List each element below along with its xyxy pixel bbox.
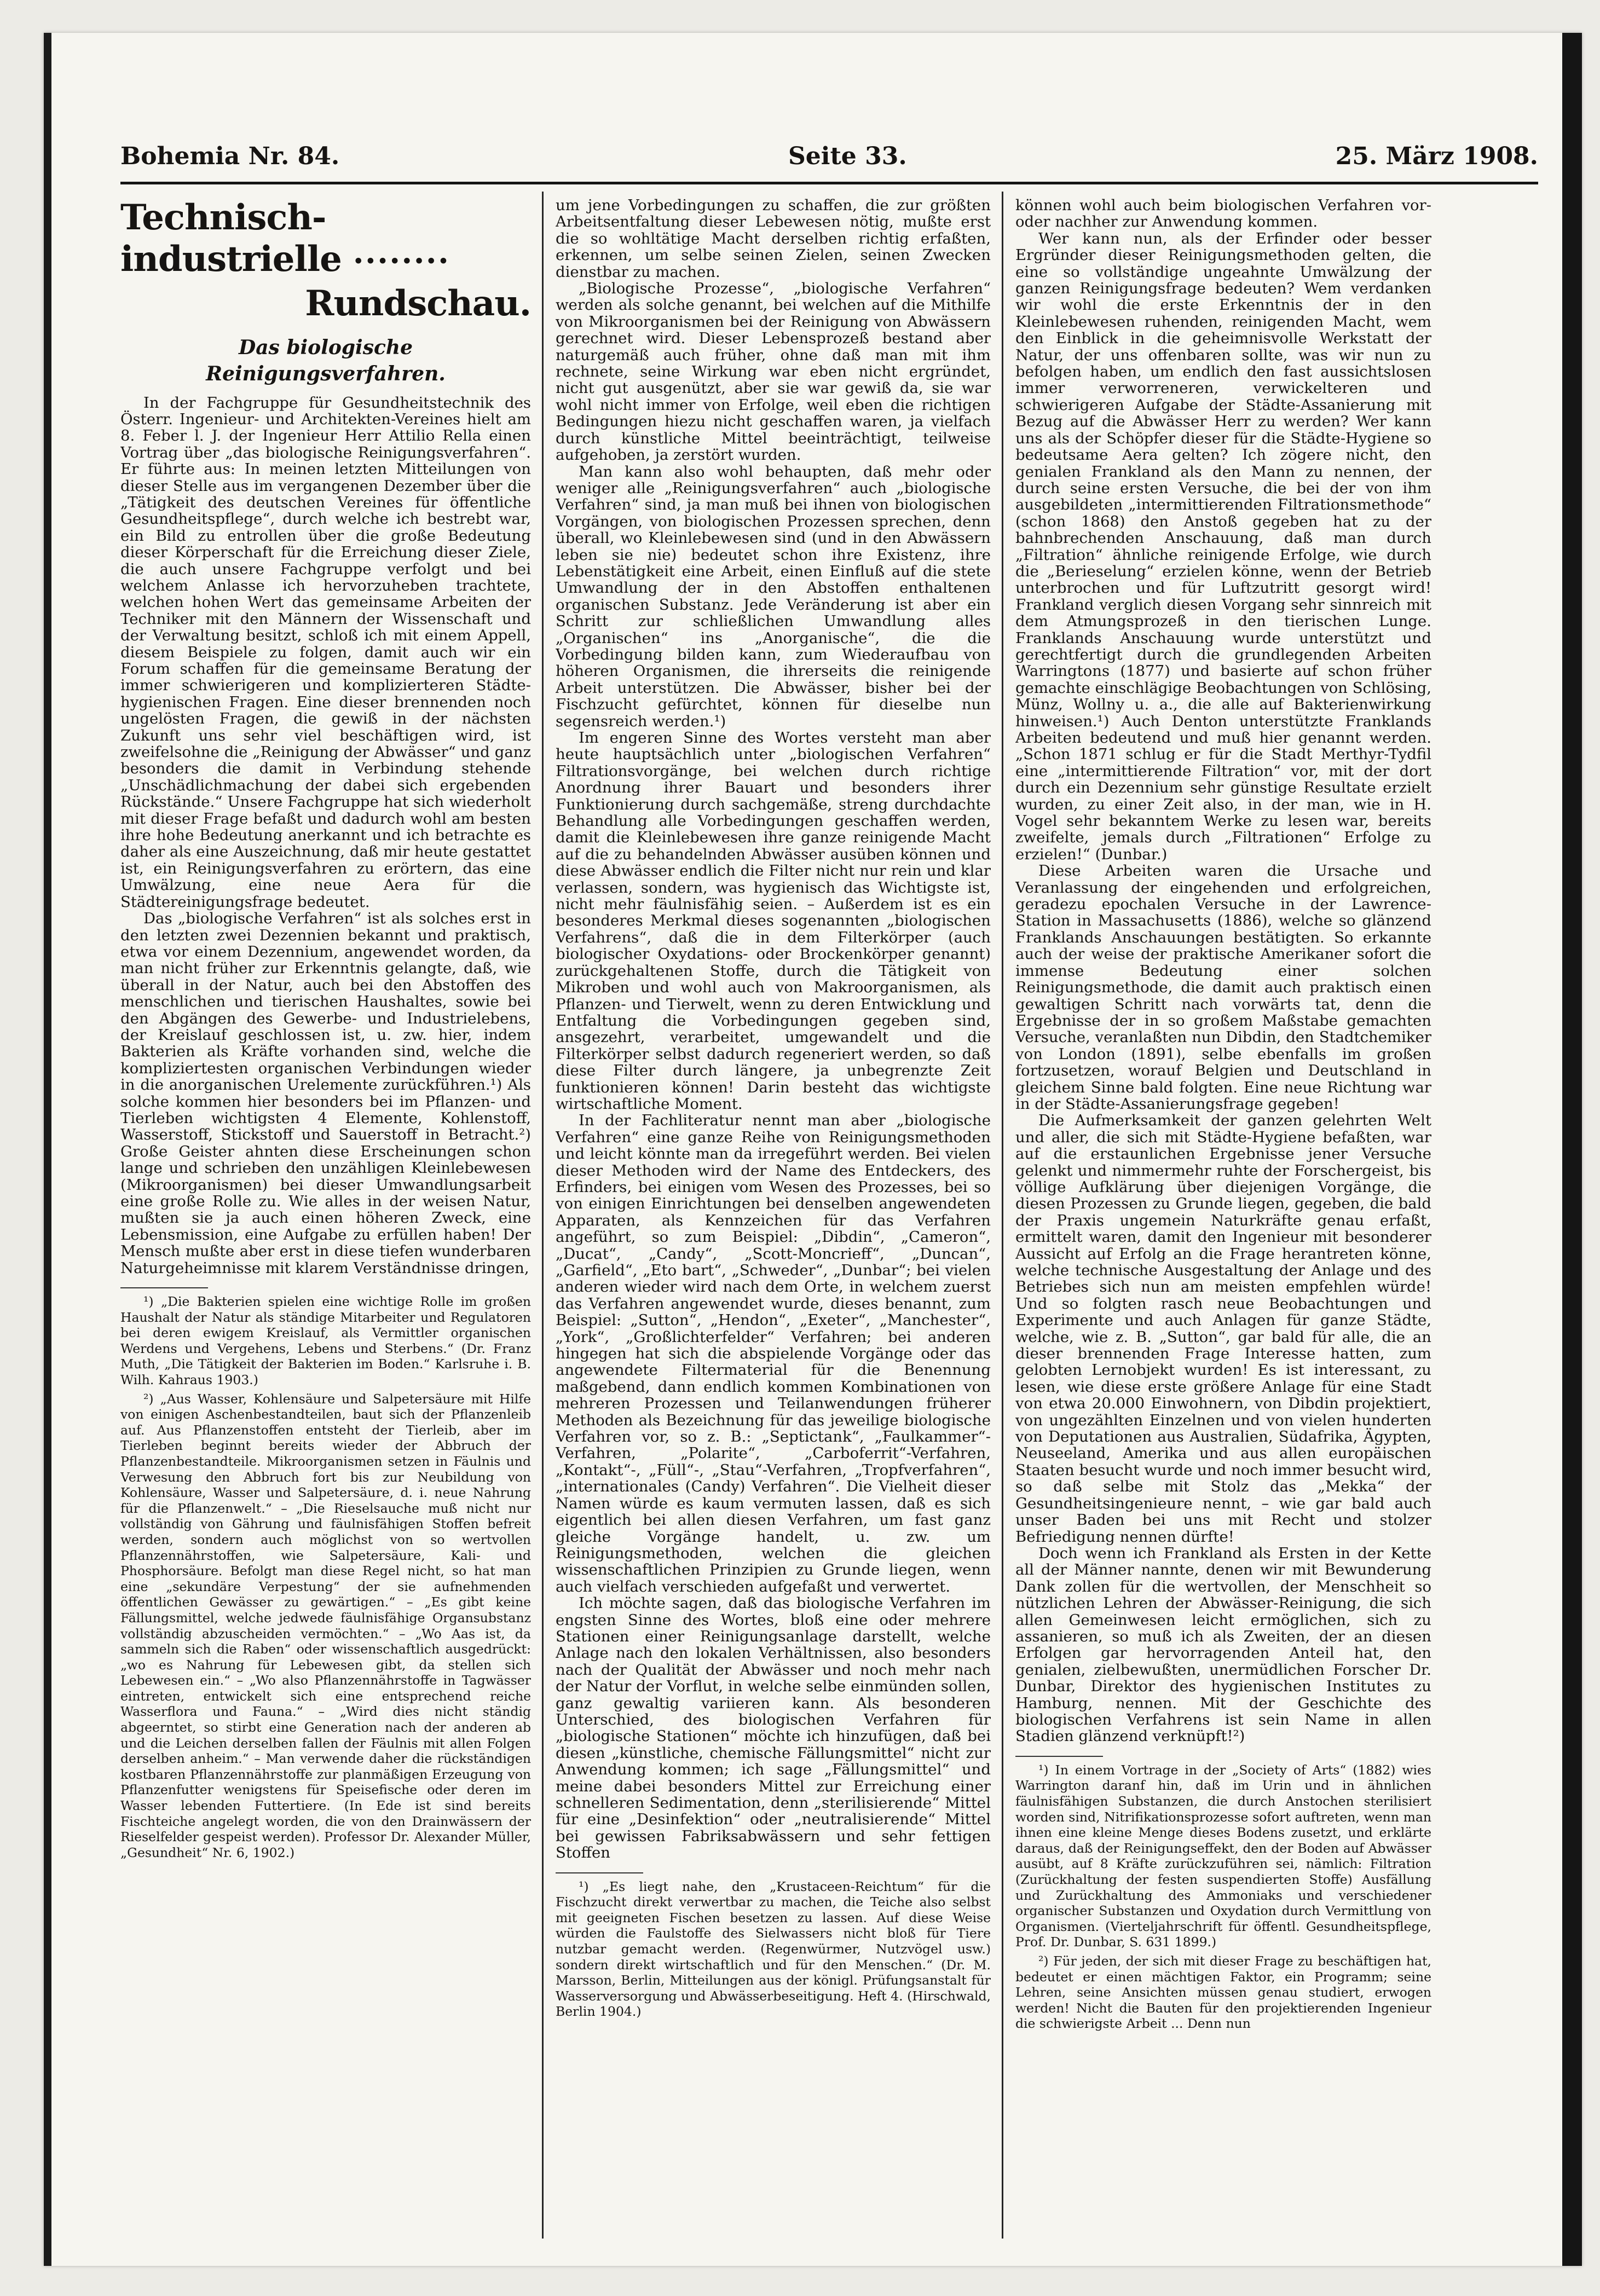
footnote: ¹) „Die Bakterien spielen eine wichtige Rolle im großen Haushalt der Natur als ständige Mitarbeiter und Regulatoren bei deren ewigem Kreislauf, als Vermittler organischen Werdens und Vergehens, Lebens und Sterbens.“ (Dr. Franz Muth, „Die Tätigkeit der Bakterien im Boden.“ Karlsruhe i. B. Wilh. Kahraus 1903.) xyxy=(120,1294,531,1387)
footnote: ²) „Aus Wasser, Kohlensäure und Salpetersäure mit Hilfe von einigen Aschenbestandteilen, baut sich der Pflanzenleib auf. Aus Pflanzenstoffen entsteht der Tierleib, aber im Tierleben beginnt bereits wieder der Abbruch der Pflanzenbestandteile. Mikroorganismen setzen in Fäulnis und Verwesung den Abbruch fort bis zur Neubildung von Kohlensäure, Wasser und Salpetersäure, d. i. neue Nahrung für die Pflanzenwelt.“ – „Die Rieselsauche muß nicht nur vollständig von Gährung und fäulnisfähigen Stoffen befreit werden, sondern auch möglichst von so wertvollen Pflanzennährstoffen, wie Salpetersäure, Kali- und Phosphorsäure. Befolgt man diese Regel nicht, so hat man eine „sekundäre Verpestung“ der sie aufnehmenden öffentlichen Gewässer zu gewärtigen.“ – „Es gibt keine Fällungsmittel, welche jedwede fäulnisfähige Organsubstanz vollständig abzuscheiden vermöchten.“ – „Wo Aas ist, da sammeln sich die Raben“ oder wissenschaftlich ausgedrückt: „wo es Nahrung für Lebewesen gibt, da stellen sich Lebewesen ein.“ – „Wo also Pflanzennährstoffe in Tagwässer eintreten, entwickelt sich eine entsprechend reiche Wasserflora und Fauna.“ – „Wird dies nicht ständig abgeerntet, so stirbt eine Generation nach der anderen ab und die Leichen derselben fallen der Fäulnis mit allen Folgen derselben anheim.“ – Man verwende daher die rückständigen kostbaren Pflanzennährstoffe zur planmäßigen Erzeugung von Pflanzenfutter wenigstens für Speisefische oder deren im Wasser lebenden Futtertiere. (In Ede ist sind bereits Fischteiche angelegt worden, die von den Drainwässern der Rieselfelder gespeist werden). Professor Dr. Alexander Müller, „Gesundheit“ Nr. 6, 1902.) xyxy=(120,1391,531,1860)
footnote: ¹) „Es liegt nahe, den „Krustaceen-Reichtum“ für die Fischzucht direkt verwertbar zu machen, die Teiche also selbst mit geeigneten Fischen besetzen zu lassen. Auf diese Weise würden die Faulstoffe des Sielwassers nicht bloß für Tiere nutzbar gemacht werden. (Regenwürmer, Nutzvögel usw.) sondern direkt wirtschaftlich und für den Menschen.“ (Dr. M. Marsson, Berlin, Mitteilungen aus der königl. Prüfungsanstalt für Wasserversorgung und Abwässerbeseitigung. Heft 4. (Hirschwald, Berlin 1904.) xyxy=(556,1878,991,2020)
footnote-rule xyxy=(556,1872,643,1873)
paragraph: Man kann also wohl behaupten, daß mehr oder weniger alle „Reinigungsverfahren“ auch „biologische Verfahren“ sind, ja man muß bei ihnen von biologischen Vorgängen, von biologischen Prozessen sprechen, denn überall, wo Kleinlebewesen sind (und in den Abwässern leben sie nie) bedeutet schon ihre Existenz, ihre Lebenstätigkeit eine Arbeit, einen Einfluß auf die stete Umwandlung der in den Abstoffen enthaltenen organischen Substanz. Jede Veränderung ist aber ein Schritt zur schließlichen Umwandlung alles „Organischen“ ins „Anorganische“, die die Vorbedingung bilden kann, zum Wiederaufbau von höheren Organismen, die ihrerseits die reinigende Arbeit unterstützen. Die Abwässer, bisher bei der Fischzucht gefürchtet, können für dieselbe nun segensreich werden.¹) xyxy=(556,462,991,730)
paragraph: Doch wenn ich Frankland als Ersten in der Kette all der Männer nannte, denen wir mit Bewunderung Dank zollen für die wertvollen, der Menschheit so nützlichen Lehren der Abwässer-Reinigung, die sich allen Gemeinwesen leicht ermöglichen, sich zu assanieren, so muß ich als Zweiten, der an diesen Erfolgen gar hervorragenden Anteil hat, den genialen, zielbewußten, unermüdlichen Forscher Dr. Dunbar, Direktor des hygienischen Institutes zu Hamburg, nennen. Mit der Geschichte des biologischen Verfahrens ist sein Name in allen Stadien glänzend verknüpft!²) xyxy=(1015,1544,1431,1745)
rubric-line-1: Technisch-industrielle xyxy=(120,197,342,280)
scan-right-edge xyxy=(1562,33,1582,2266)
footnote-rule xyxy=(120,1287,208,1288)
rubric-line-2: Rundschau. xyxy=(305,282,531,324)
paragraph: Die Aufmerksamkeit der ganzen gelehrten Welt und aller, die sich mit Städte-Hygiene befaßten, war auf die erstaunlichen Ergebnisse jener Versuche gelenkt und nimmermehr ruhte der Forschergeist, bis völlige Aufklärung über diejenigen Vorgänge, die diesen Prozessen zu Grunde liegen, gegeben, die bald der Praxis ungemein Naturkräfte genau erfaßt, ermittelt waren, damit den Ingenieur mit besonderer Aussicht auf Erfolg an die Frage herantreten könne, welche technische Ausgestaltung der Anlage und des Betriebes sich nun am meisten empfehlen würde! Und so folgten rasch neue Beobachtungen und Experimente und auch Anlagen für ganze Städte, welche, wie z. B. „Sutton“, gar bald für alle, die an dieser brennenden Frage Interesse hatten, zum gelobten Lernobjekt wurden! Es ist interessant, zu lesen, wie diese erste größere Anlage für eine Stadt von etwa 20.000 Einwohnern, von Dibdin projektiert, von ungezählten Einzelnen und von vielen hunderten von Deputationen aus Australien, Südafrika, Ägypten, Neuseeland, Amerika und aus allen europäischen Staaten besucht wurde und noch immer besucht wird, so daß selbe mit Stolz das „Mekka“ der Gesundheitsingenieure nennt, – wie gar bald auch unser Baden bei uns mit Recht und stolzer Befriedigung nennen dürfte! xyxy=(1015,1112,1431,1546)
header-issue: Bohemia Nr. 84. xyxy=(120,142,340,170)
column-divider-1 xyxy=(542,192,544,2239)
paragraph: um jene Vorbedingungen zu schaffen, die zur größten Arbeitsentfaltung dieser Lebewesen nötig, mußte erst die so wohltätige Macht derselben richtig erfaßten, erkennen, um selbe seinen Zielen, seinen Zwecken dienstbar zu machen. xyxy=(556,197,991,281)
footnote: ¹) In einem Vortrage in der „Society of Arts“ (1882) wies Warrington daranf hin, daß im Urin und in ähnlichen fäulnisfähigen Substanzen, die durch Anstochen sterilisiert worden sind, Nitrifikationsprozesse sofort auftreten, wenn man ihnen eine kleine Menge dieses Bodens zusetzt, und erklärte daraus, daß der Reinigungseffekt, den der Boden auf Abwässer ausübt, auf 8 Kräfte zurückzuführen sei, nämlich: Filtration (Zurückhaltung der festen suspendierten Stoffe) Ausfällung und Zurückhaltung des Ammoniaks und verschiedener organischer Substanzen und Oxydation durch Vermittlung von Organismen. (Vierteljahrschrift für öffentl. Gesundheitspflege, Prof. Dr. Dunbar, S. 631 1899.) xyxy=(1015,1762,1431,1950)
footnote-rule xyxy=(1015,1756,1103,1757)
footnote: ²) Für jeden, der sich mit dieser Frage zu beschäftigen hat, bedeutet er einen mächtigen Faktor, ein Programm; seine Lehren, seine Ansichten müssen genau studiert, erwogen werden! Nicht die Bauten für den projektierenden Ingenieur die schwierigste Arbeit ... Denn nun xyxy=(1015,1953,1431,2032)
paragraph: Im engeren Sinne des Wortes versteht man aber heute hauptsächlich unter „biologischen Verfahren“ Filtrationsvorgänge, bei welchen durch richtige Anordnung ihrer Bauart und besonders ihrer Funktionierung durch sachgemäße, streng durchdachte Behandlung alle Vorbedingungen geschaffen werden, damit die Kleinlebewesen ihre ganze reinigende Macht auf die zu behandelnden Abwässer ausüben können und diese Abwässer endlich die Filter nicht nur rein und klar verlassen, sondern, was hygienisch das Wichtigste ist, nicht mehr fäulnisfähig seien. – Außerdem ist es ein besonderes Merkmal dieses sogenannten „biologischen Verfahrens“, daß die in dem Filterkörper (auch biologischer Oxydations- oder Brockenkörper genannt) zurückgehaltenen Stoffe, durch die Tätigkeit von Mikroben und wohl auch von Makroorganismen, als Pflanzen- und Tierwelt, wenn zu deren Entwicklung und Entfaltung die Vorbedingungen gegeben sind, ansgezehrt, verarbeitet, umgewandelt und die Filterkörper selbst dadurch regeneriert werden, so daß diese Filter durch längere, ja unbegrenzte Zeit funktionieren können! Darin besteht das wichtigste wirtschaftliche Moment. xyxy=(556,729,991,1113)
page-header xyxy=(120,142,1538,186)
paragraph: Das „biologische Verfahren“ ist als solches erst in den letzten zwei Dezennien bekannt und praktisch, etwa vor einem Dezennium, angewendet worden, da man nicht früher zur Erkenntnis gelangte, daß, wie überall in der Natur, auch bei den Abstoffen des menschlichen und tierischen Haushaltes, sowie bei den Abgängen des Gewerbe- und Industrielebens, der Kreislauf geschlossen ist, u. zw. hier, indem Bakterien als Kräfte vorhanden sind, welche die kompliziertesten organischen Verbindungen wieder in die anorganischen Urelemente zurückführen.¹) Als solche kommen hier besonders bei im Pflanzen- und Tierleben wichtigsten 4 Elemente, Kohlenstoff, Wasserstoff, Stickstoff und Sauerstoff in Betracht.²) Große Geister ahnten diese Erscheinungen schon lange und schrieben den unzähligen Kleinlebewesen (Mikroorganismen) bei dieser Umwandlungsarbeit eine große Rolle zu. Wie alles in der weisen Natur, mußten sie ja auch einen höheren Zweck, eine Lebensmission, eine Aufgabe zu erfüllen haben! Der Mensch mußte aber erst in diese tiefen wunderbaren Naturgeheimnisse mit klarem Verständnisse dringen, xyxy=(120,910,531,1277)
newspaper-page xyxy=(44,33,1582,2266)
header-date: 25. März 1908. xyxy=(1335,142,1538,170)
header-page-number: Seite 33. xyxy=(788,142,907,170)
header-rule xyxy=(120,182,1538,184)
article-title: Das biologische Reinigungsverfahren. xyxy=(206,336,446,385)
paragraph: In der Fachliteratur nennt man aber „biologische Verfahren“ eine ganze Reihe von Reinigungsmethoden und leicht könnte man da irregeführt werden. Bei vielen dieser Methoden wird der Name des Entdeckers, des Erfinders, bei einigen vom Wesen des Prozesses, bei so von einigen Einrichtungen bei denselben angewendeten Apparaten, als Kennzeichen für das Verfahren angeführt, so zum Beispiel: „Dibdin“, „Cameron“, „Ducat“, „Candy“, „Scott-Moncrieff“, „Duncan“, „Garfield“, „Eto bart“, „Schweder“, „Dunbar“; bei vielen anderen wieder wird nach dem Orte, in welchem zuerst das Verfahren angewendet wurde, dieses benannt, zum Beispiel: „Sutton“, „Hendon“, „Exeter“, „Manchester“, „York“, „Großlichterfelder“ Verfahren; bei anderen hingegen hat sich die abspielende Vorgänge oder das angewendete Filtermaterial für die Benennung maßgebend, dann endlich kommen Kombinationen von mehreren Prozessen und Teilanwendungen früherer Methoden als Bezeichnung für das jeweilige biologische Verfahren vor, so z. B.: „Septictank“, „Faulkammer“-Verfahren, „Polarite“, „Carboferrit“-Verfahren, „Kontakt“-, „Füll“-, „Stau“-Verfahren, „Tropfverfahren“, „internationales (Candy) Verfahren“. Die Vielheit dieser Namen würde es kaum vermuten lassen, daß es sich eigentlich bei allen diesen Verfahren, um fast ganz gleiche Vorgänge handelt, u. zw. um Reinigungsmethoden, welchen die gleichen wissenschaftlichen Prinzipien zu Grunde liegen, wenn auch vielfach verschieden aufgefaßt und verwertet. xyxy=(556,1112,991,1595)
paragraph: Diese Arbeiten waren die Ursache und Veranlassung der eingehenden und erfolgreichen, geradezu epochalen Versuche in der Lawrence-Station in Massachusetts (1886), welche so glänzend Franklands Anschauungen bestätigten. So erkannte auch der weise der praktische Amerikaner sofort die immense Bedeutung einer solchen Reinigungsmethode, die damit auch praktisch einen gewaltigen Schritt nach vorwärts tat, denn die Ergebnisse der in so großem Maßstabe gemachten Versuche, veranlaßten nun Dibdin, den Stadtchemiker von London (1891), selbe ebenfalls im großen fortzusetzen, worauf Belgien und Deutschland in gleichem Sinne bald folgten. Eine neue Richtung war in der Städte-Assanierungsfrage gegeben! xyxy=(1015,862,1431,1113)
scan-left-edge xyxy=(44,33,51,2266)
column-3 xyxy=(1015,197,1431,2241)
column-1 xyxy=(120,197,531,2241)
paragraph: Ich möchte sagen, daß das biologische Verfahren im engsten Sinne des Wortes, bloß eine oder mehrere Stationen einer Reinigungsanlage darstellt, welche Anlage nach den lokalen Verhältnissen, also besonders nach der Qualität der Abwässer und noch mehr nach der Natur der Vorflut, in welche selbe einmünden sollen, ganz gewaltig variieren kann. Als besonderen Unterschied, des biologischen Verfahren für „biologische Stationen“ möchte ich hinzufügen, daß bei diesen „künstliche, chemische Fällungsmittel“ nicht zur Anwendung kommen; ich sage „Fällungsmittel“ und meine dabei besonders Mittel zur Erreichung einer schnelleren Sedimentation, denn „sterilisierende“ Mittel für eine „Desinfektion“ oder „neutralisierende“ Mittel bei gewissen Fabriksabwässern und sehr fettigen Stoffen xyxy=(556,1594,991,1862)
column-divider-2 xyxy=(1002,192,1003,2239)
paragraph: können wohl auch beim biologischen Verfahren vor- oder nachher zur Anwendung kommen. xyxy=(1015,197,1431,231)
column-2 xyxy=(556,197,991,2241)
section-rubric xyxy=(120,197,531,325)
rubric-ornament: •••••••• xyxy=(353,252,450,271)
paragraph: Wer kann nun, als der Erfinder oder besser Ergründer dieser Reinigungsmethoden gelten, die eine so vollständige ungeahnte Umwälzung der ganzen Reinigungsfrage bedeuten? Wem verdanken wir wohl die erste Erkenntnis der in den Kleinlebewesen ruhenden, reinigenden Macht, wem den Einblick in die geheimnisvolle Werkstatt der Natur, der uns offenbaren sollte, was wir nun zu befolgen haben, um endlich den fast aussichtslosen immer verworreneren, verwickelteren und schwierigeren Aufgabe der Städte-Assanierung mit Bezug auf die Abwässer Herr zu werden? Wer kann uns als der Schöpfer dieser für die Städte-Hygiene so bedeutsame Aera gelten? Ich zögere nicht, den genialen Frankland als den Mann zu nennen, der durch seine ersten Versuche, die bei der von ihm ausgebildeten „intermittierenden Filtrationsmethode“ (schon 1868) den Anstoß gegeben hat zu der bahnbrechenden Anschauung, daß man durch „Filtration“ ähnliche reinigende Erfolge, wie durch die „Berieselung“ erzielen könne, wenn der Betrieb unterbrochen und für Luftzutritt gesorgt wird! Frankland verglich diesen Vorgang sehr sinnreich mit dem Atmungsprozeß in den tierischen Lunge. Franklands Anschauung wurde unterstützt und gerechtfertigt durch die grundlegenden Arbeiten Warringtons (1877) und basierte auf schon früher gemachte einschlägige Beobachtungen von Schlösing, Münz, Wollny u. a., die alle auf Bakterienwirkung hinweisen.¹) Auch Denton unterstützte Franklands Arbeiten bedeutend und muß hier genannt werden. „Schon 1871 schlug er für die Stadt Merthyr-Tydfil eine „intermittierende Filtration“ vor, mit der dort durch ein Dezennium sehr günstige Resultate erzielt wurden, zu einer Zeit also, in der man, wie in H. Vogel sehr bekanntem Werke zu lesen war, bereits zweifelte, jemals durch „Filtrationen“ Erfolge zu erzielen!“ (Dunbar.) xyxy=(1015,229,1431,863)
paragraph: In der Fachgruppe für Gesundheitstechnik des Österr. Ingenieur- und Architekten-Vereines hielt am 8. Feber l. J. der Ingenieur Herr Attilio Rella einen Vortrag über „das biologische Reinigungsverfahren“. Er führte aus: In meinen letzten Mitteilungen von dieser Stelle aus im vergangenen Dezember über die „Tätigkeit des deutschen Vereines für öffentliche Gesundheitspflege“, durch welche ich bestrebt war, ein Bild zu entrollen über die große Bedeutung dieser Körperschaft für die Erreichung dieser Ziele, die auch unsere Fachgruppe verfolgt und bei welchem Anlasse ich hervorzuheben trachtete, welchen hohen Wert das gemeinsame Arbeiten der Techniker mit den Männern der Wissenschaft und der Verwaltung besitzt, schloß ich mit einem Appell, diesem Beispiele zu folgen, damit auch wir ein Forum schaffen für die gemeinsame Beratung der immer schwierigeren und komplizierteren Städte-hygienischen Fragen. Eine dieser brennenden noch ungelösten Fragen, die gewiß in der nächsten Zukunft uns sehr viel beschäftigen wird, ist zweifelsohne die „Reinigung der Abwässer“ und ganz besonders die damit in Verbindung stehende „Unschädlichmachung der dabei sich ergebenden Rückstände.“ Unsere Fachgruppe hat sich wiederholt mit dieser Frage befaßt und dadurch wohl am besten ihre hohe Bedeutung anerkannt und ich betrachte es daher als eine Auszeichnung, daß mir heute gestattet ist, ein Reinigungsverfahren zu erörtern, das eine Umwälzung, eine neue Aera für die Städtereinigungsfrage bedeutet. xyxy=(120,394,531,911)
paragraph: „Biologische Prozesse“, „biologische Verfahren“ werden als solche genannt, bei welchen auf die Mithilfe von Mikroorganismen bei der Reinigung von Abwässern gerechnet wird. Dieser Lebensprozeß bestand aber naturgemäß auch früher, ohne daß man mit ihm rechnete, seine Wirkung war eben nicht ergründet, nicht gut ausgenützt, aber sie war gewiß da, sie war wohl nicht immer von Erfolge, weil eben die richtigen Bedingungen hiezu nicht geschaffen waren, ja vielfach durch künstliche Mittel beeinträchtigt, teilweise aufgehoben, ja zerstört wurden. xyxy=(556,280,991,464)
